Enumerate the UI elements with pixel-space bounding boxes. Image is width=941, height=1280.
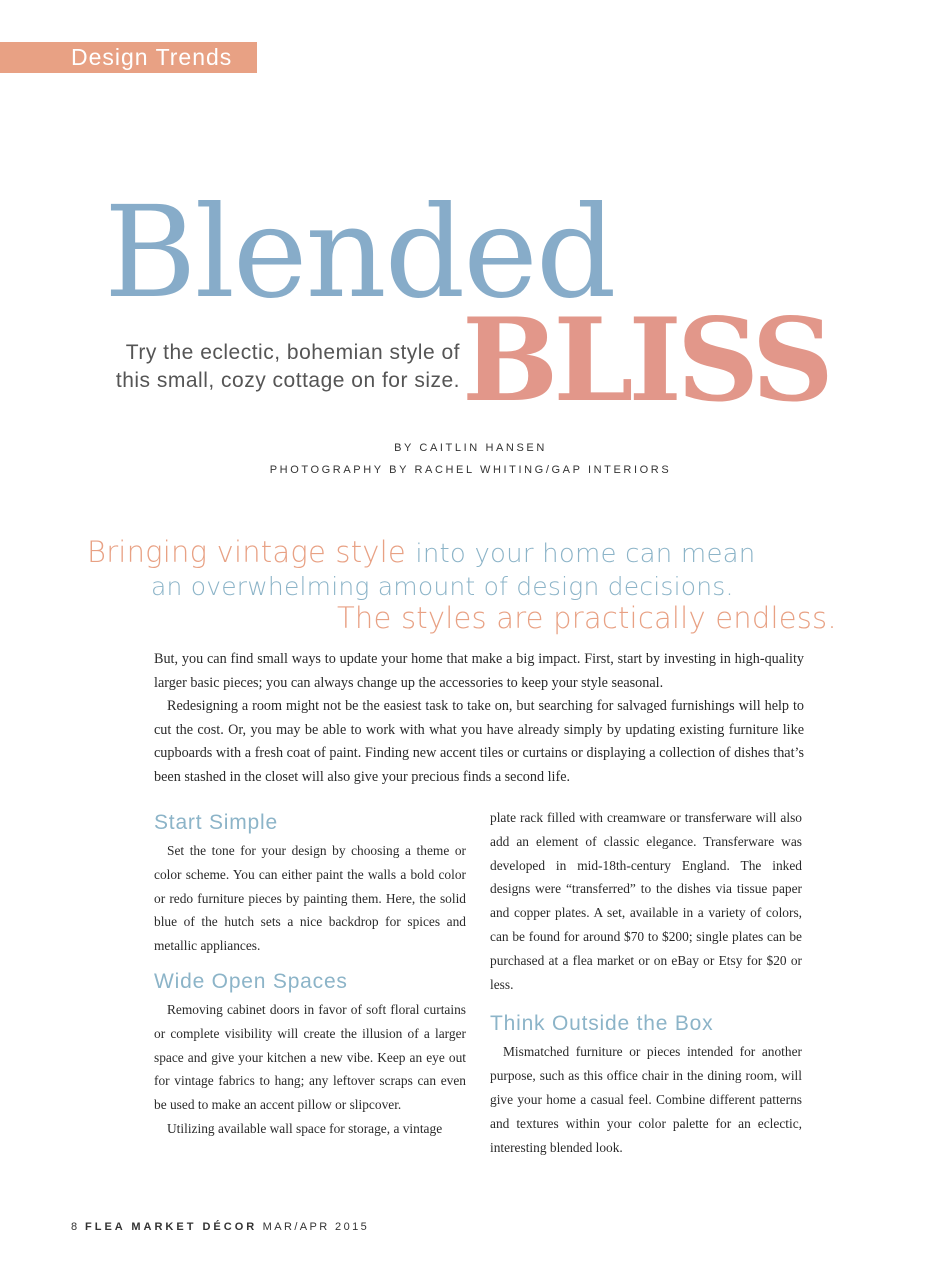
subhead-wide-open-spaces: Wide Open Spaces xyxy=(154,969,348,993)
wide-open-body-1: Removing cabinet doors in favor of soft floral curtains or complete visibility will create the illusion of a larger space and give your kitchen a new vibe. Keep an eye out for vintage fabrics to hang; any leftover scraps can even be used to make an accent pillow or slipcover. xyxy=(154,1001,466,1113)
deck-line-2: this small, cozy cottage on for size. xyxy=(115,369,460,392)
issue-date: MAR/APR 2015 xyxy=(262,1221,370,1233)
page-number: 8 xyxy=(71,1221,80,1233)
page-footer xyxy=(71,1221,369,1233)
pull-quote-line-2: an overwhelming amount of design decisions. xyxy=(151,572,734,601)
subhead-start-simple: Start Simple xyxy=(154,811,278,834)
intro-paragraph-2: Redesigning a room might not be the easiest task to take on, but searching for salvaged furnishings will help to cut the cost. Or, you may be able to work with what you have already simply by updating existing furniture like cupboards with a fresh coat of paint. Finding new accent tiles or curtains or displaying a collection of dishes that’s been stashed in the closet will also give your precious finds a second life. xyxy=(154,698,804,785)
title-bliss: BLISS xyxy=(462,293,829,427)
deck-line-1: Try the eclectic, bohemian style of xyxy=(125,341,460,364)
start-simple-body: Set the tone for your design by choosing a theme or color scheme. You can either paint the walls a bold color or redo furniture pieces by painting them. Here, the solid blue of the hutch sets a nice backdrop for spices and metallic appliances. xyxy=(154,843,466,954)
section-tag xyxy=(0,42,257,73)
think-outside-body: Mismatched furniture or pieces intended for another purpose, such as this office chair in the dining room, will give your home a casual feel. Combine different patterns and textures within your color palette for an eclectic, interesting blended look. xyxy=(490,1044,802,1155)
byline-author: BY CAITLIN HANSEN xyxy=(394,442,547,454)
pull-quote-line-3: The styles are practically endless. xyxy=(337,601,837,635)
left-column xyxy=(154,811,466,1141)
pull-quote-highlight: Bringing vintage style xyxy=(87,535,406,569)
pull-quote-continuation: into your home can mean xyxy=(415,539,756,569)
intro-paragraph-1: But, you can find small ways to update your home that make a big impact. First, start by investing in high-quality larger basic pieces; you can always change up the accessories to keep your style seasonal. xyxy=(154,651,804,691)
title-blended: Blended xyxy=(104,179,615,326)
section-tag-label: Design Trends xyxy=(71,44,233,70)
wide-open-body-2: Utilizing available wall space for storage, a vintage xyxy=(167,1120,443,1136)
pull-quote-line-1 xyxy=(87,535,755,569)
byline-photography: PHOTOGRAPHY BY RACHEL WHITING/GAP INTERIORS xyxy=(269,464,672,476)
right-column xyxy=(490,806,802,1159)
magazine-name: FLEA MARKET DÉCOR xyxy=(85,1221,258,1233)
subhead-think-outside-the-box: Think Outside the Box xyxy=(490,1012,714,1036)
continued-body: plate rack filled with creamware or transferware will also add an element of classic elegance. Transferware was developed in mid-18th-century England. The inked designs were “transferred” to the dishes via tissue paper and copper plates. A set, available in a variety of colors, can be found for around $70 to $200; single plates can be purchased at a flea market or on eBay or Etsy for $20 or less. xyxy=(490,810,802,992)
